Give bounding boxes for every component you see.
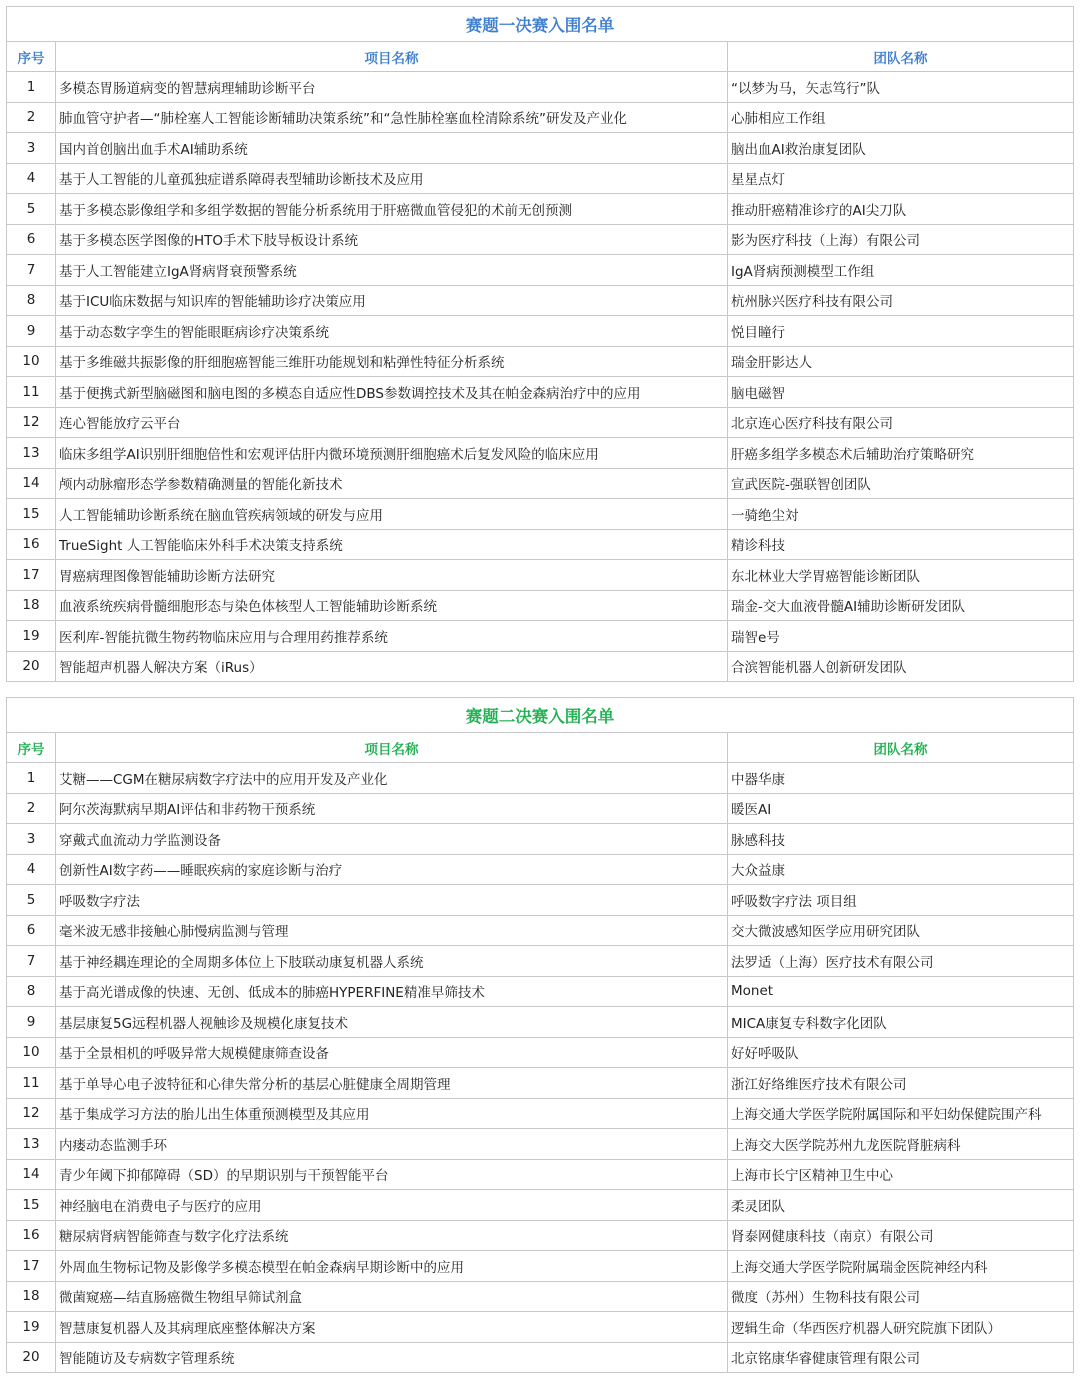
- table-row: [7, 438, 1074, 469]
- team-name: 瑞智e号: [728, 621, 1074, 652]
- team-name: 上海交通大学医学院附属瑞金医院神经内科: [728, 1251, 1074, 1282]
- row-number: 16: [7, 1220, 56, 1251]
- row-number: 11: [7, 377, 56, 408]
- row-number: 3: [7, 133, 56, 164]
- project-name: 基于多维磁共振影像的肝细胞癌智能三维肝功能规划和粘弹性特征分析系统: [56, 346, 728, 377]
- project-name: 阿尔茨海默病早期AI评估和非药物干预系统: [56, 793, 728, 824]
- team-name: 微度（苏州）生物科技有限公司: [728, 1281, 1074, 1312]
- row-number: 6: [7, 915, 56, 946]
- team-name: 北京铭康华睿健康管理有限公司: [728, 1342, 1074, 1373]
- table-row: [7, 1037, 1074, 1068]
- project-name: 内瘘动态监测手环: [56, 1129, 728, 1160]
- row-number: 9: [7, 1007, 56, 1038]
- row-number: 2: [7, 102, 56, 133]
- team-name: 柔灵团队: [728, 1190, 1074, 1221]
- table-row: [7, 163, 1074, 194]
- table-row: [7, 1098, 1074, 1129]
- header-team: 团队名称: [728, 42, 1074, 72]
- header-no: 序号: [7, 733, 56, 763]
- project-name: 基于多模态医学图像的HTO手术下肢导板设计系统: [56, 224, 728, 255]
- row-number: 3: [7, 824, 56, 855]
- table-row: [7, 590, 1074, 621]
- project-name: 颅内动脉瘤形态学参数精确测量的智能化新技术: [56, 468, 728, 499]
- team-name: 北京连心医疗科技有限公司: [728, 407, 1074, 438]
- row-number: 16: [7, 529, 56, 560]
- project-name: 基层康复5G远程机器人视触诊及规模化康复技术: [56, 1007, 728, 1038]
- row-number: 20: [7, 651, 56, 682]
- row-number: 1: [7, 763, 56, 794]
- project-name: 神经脑电在消费电子与医疗的应用: [56, 1190, 728, 1221]
- project-name: 智能随访及专病数字管理系统: [56, 1342, 728, 1373]
- team-name: 合滨智能机器人创新研发团队: [728, 651, 1074, 682]
- table-row: [7, 793, 1074, 824]
- project-name: 微菌窥癌—结直肠癌微生物组早筛试剂盒: [56, 1281, 728, 1312]
- project-name: 基于ICU临床数据与知识库的智能辅助诊疗决策应用: [56, 285, 728, 316]
- row-number: 10: [7, 346, 56, 377]
- row-number: 20: [7, 1342, 56, 1373]
- table-row: [7, 133, 1074, 164]
- project-name: 基于全景相机的呼吸异常大规模健康筛查设备: [56, 1037, 728, 1068]
- table-row: [7, 1251, 1074, 1282]
- project-name: 基于便携式新型脑磁图和脑电图的多模态自适应性DBS参数调控技术及其在帕金森病治疗中的应用: [56, 377, 728, 408]
- row-number: 7: [7, 946, 56, 977]
- team-name: 悦目瞳行: [728, 316, 1074, 347]
- project-name: 肺血管守护者—“肺栓塞人工智能诊断辅助决策系统”和“急性肺栓塞血栓清除系统”研发及产业化: [56, 102, 728, 133]
- row-number: 14: [7, 468, 56, 499]
- row-number: 10: [7, 1037, 56, 1068]
- row-number: 15: [7, 499, 56, 530]
- team-name: 法罗适（上海）医疗技术有限公司: [728, 946, 1074, 977]
- table-title: 赛题一决赛入围名单: [7, 7, 1074, 42]
- row-number: 8: [7, 976, 56, 1007]
- project-name: 国内首创脑出血手术AI辅助系统: [56, 133, 728, 164]
- team-name: 上海交通大学医学院附属国际和平妇幼保健院围产科: [728, 1098, 1074, 1129]
- table-row: [7, 1159, 1074, 1190]
- row-number: 5: [7, 885, 56, 916]
- team-name: 脑出血AI救治康复团队: [728, 133, 1074, 164]
- team-name: 杭州脉兴医疗科技有限公司: [728, 285, 1074, 316]
- row-number: 15: [7, 1190, 56, 1221]
- project-name: 智能超声机器人解决方案（iRus）: [56, 651, 728, 682]
- row-number: 17: [7, 1251, 56, 1282]
- team-name: 肝癌多组学多模态术后辅助治疗策略研究: [728, 438, 1074, 469]
- project-name: 毫米波无感非接触心肺慢病监测与管理: [56, 915, 728, 946]
- row-number: 1: [7, 72, 56, 103]
- table-row: [7, 885, 1074, 916]
- row-number: 12: [7, 1098, 56, 1129]
- team-name: MICA康复专科数字化团队: [728, 1007, 1074, 1038]
- row-number: 12: [7, 407, 56, 438]
- project-name: 基于高光谱成像的快速、无创、低成本的肺癌HYPERFINE精准早筛技术: [56, 976, 728, 1007]
- table-row: [7, 224, 1074, 255]
- team-name: 星星点灯: [728, 163, 1074, 194]
- team-name: 东北林业大学胃癌智能诊断团队: [728, 560, 1074, 591]
- table-row: [7, 1129, 1074, 1160]
- table-row: [7, 621, 1074, 652]
- team-name: 脑电磁智: [728, 377, 1074, 408]
- table-row: [7, 346, 1074, 377]
- row-number: 14: [7, 1159, 56, 1190]
- row-number: 8: [7, 285, 56, 316]
- table-row: [7, 651, 1074, 682]
- table-row: [7, 915, 1074, 946]
- table-row: [7, 529, 1074, 560]
- project-name: 艾糖——CGM在糖尿病数字疗法中的应用开发及产业化: [56, 763, 728, 794]
- row-number: 13: [7, 438, 56, 469]
- row-number: 19: [7, 1312, 56, 1343]
- row-number: 5: [7, 194, 56, 225]
- project-name: 基于人工智能建立IgA肾病肾衰预警系统: [56, 255, 728, 286]
- table-header-row: [7, 42, 1074, 72]
- table-row: [7, 285, 1074, 316]
- table-header-row: [7, 733, 1074, 763]
- finalist-table-topic-2: [6, 697, 1074, 1373]
- table-row: [7, 468, 1074, 499]
- project-name: TrueSight 人工智能临床外科手术决策支持系统: [56, 529, 728, 560]
- row-number: 4: [7, 854, 56, 885]
- table-row: [7, 763, 1074, 794]
- header-project: 项目名称: [56, 42, 728, 72]
- project-name: 呼吸数字疗法: [56, 885, 728, 916]
- row-number: 19: [7, 621, 56, 652]
- team-name: 脉感科技: [728, 824, 1074, 855]
- table-row: [7, 824, 1074, 855]
- team-name: 中器华康: [728, 763, 1074, 794]
- table-row: [7, 1342, 1074, 1373]
- team-name: 上海市长宁区精神卫生中心: [728, 1159, 1074, 1190]
- table-row: [7, 255, 1074, 286]
- row-number: 17: [7, 560, 56, 591]
- row-number: 11: [7, 1068, 56, 1099]
- project-name: 基于神经耦连理论的全周期多体位上下肢联动康复机器人系统: [56, 946, 728, 977]
- team-name: 瑞金-交大血液骨髓AI辅助诊断研发团队: [728, 590, 1074, 621]
- project-name: 外周血生物标记物及影像学多模态模型在帕金森病早期诊断中的应用: [56, 1251, 728, 1282]
- project-name: 临床多组学AI识别肝细胞倍性和宏观评估肝内微环境预测肝细胞癌术后复发风险的临床应用: [56, 438, 728, 469]
- table-row: [7, 377, 1074, 408]
- team-name: 影为医疗科技（上海）有限公司: [728, 224, 1074, 255]
- table-row: [7, 1007, 1074, 1038]
- table-row: [7, 316, 1074, 347]
- table-row: [7, 976, 1074, 1007]
- team-name: Monet: [728, 976, 1074, 1007]
- header-no: 序号: [7, 42, 56, 72]
- table-row: [7, 1220, 1074, 1251]
- project-name: 智慧康复机器人及其病理底座整体解决方案: [56, 1312, 728, 1343]
- finalist-list-topic-1: [6, 6, 1074, 682]
- project-name: 基于集成学习方法的胎儿出生体重预测模型及其应用: [56, 1098, 728, 1129]
- finalist-table-topic-1: [6, 6, 1074, 682]
- table-title-row: [7, 698, 1074, 733]
- table-row: [7, 854, 1074, 885]
- table-title: 赛题二决赛入围名单: [7, 698, 1074, 733]
- team-name: 逻辑生命（华西医疗机器人研究院旗下团队）: [728, 1312, 1074, 1343]
- project-name: 连心智能放疗云平台: [56, 407, 728, 438]
- table-row: [7, 72, 1074, 103]
- table-row: [7, 946, 1074, 977]
- row-number: 13: [7, 1129, 56, 1160]
- team-name: 暖医AI: [728, 793, 1074, 824]
- project-name: 基于动态数字孪生的智能眼眶病诊疗决策系统: [56, 316, 728, 347]
- table-row: [7, 1281, 1074, 1312]
- table-row: [7, 102, 1074, 133]
- team-name: 浙江好络维医疗技术有限公司: [728, 1068, 1074, 1099]
- table-row: [7, 499, 1074, 530]
- project-name: 基于人工智能的儿童孤独症谱系障碍表型辅助诊断技术及应用: [56, 163, 728, 194]
- project-name: 穿戴式血流动力学监测设备: [56, 824, 728, 855]
- row-number: 4: [7, 163, 56, 194]
- team-name: 心肺相应工作组: [728, 102, 1074, 133]
- team-name: “以梦为马，矢志笃行”队: [728, 72, 1074, 103]
- project-name: 医利库-智能抗微生物药物临床应用与合理用药推荐系统: [56, 621, 728, 652]
- project-name: 青少年阈下抑郁障碍（SD）的早期识别与干预智能平台: [56, 1159, 728, 1190]
- team-name: 上海交大医学院苏州九龙医院肾脏病科: [728, 1129, 1074, 1160]
- team-name: 交大微波感知医学应用研究团队: [728, 915, 1074, 946]
- table-row: [7, 1190, 1074, 1221]
- header-project: 项目名称: [56, 733, 728, 763]
- row-number: 7: [7, 255, 56, 286]
- team-name: IgA肾病预测模型工作组: [728, 255, 1074, 286]
- team-name: 大众益康: [728, 854, 1074, 885]
- team-name: 瑞金肝影达人: [728, 346, 1074, 377]
- project-name: 基于多模态影像组学和多组学数据的智能分析系统用于肝癌微血管侵犯的术前无创预测: [56, 194, 728, 225]
- team-name: 推动肝癌精准诊疗的AI尖刀队: [728, 194, 1074, 225]
- project-name: 血液系统疾病骨髓细胞形态与染色体核型人工智能辅助诊断系统: [56, 590, 728, 621]
- project-name: 基于单导心电子波特征和心律失常分析的基层心脏健康全周期管理: [56, 1068, 728, 1099]
- row-number: 18: [7, 590, 56, 621]
- project-name: 人工智能辅助诊断系统在脑血管疾病领域的研发与应用: [56, 499, 728, 530]
- team-name: 一骑绝尘対: [728, 499, 1074, 530]
- team-name: 宣武医院-强联智创团队: [728, 468, 1074, 499]
- row-number: 6: [7, 224, 56, 255]
- table-row: [7, 194, 1074, 225]
- project-name: 胃癌病理图像智能辅助诊断方法研究: [56, 560, 728, 591]
- team-name: 呼吸数字疗法 项目组: [728, 885, 1074, 916]
- row-number: 9: [7, 316, 56, 347]
- team-name: 精诊科技: [728, 529, 1074, 560]
- finalist-list-topic-2: [6, 697, 1074, 1373]
- header-team: 团队名称: [728, 733, 1074, 763]
- table-title-row: [7, 7, 1074, 42]
- table-row: [7, 560, 1074, 591]
- project-name: 创新性AI数字药——睡眠疾病的家庭诊断与治疗: [56, 854, 728, 885]
- project-name: 多模态胃肠道病变的智慧病理辅助诊断平台: [56, 72, 728, 103]
- row-number: 18: [7, 1281, 56, 1312]
- project-name: 糖尿病肾病智能筛查与数字化疗法系统: [56, 1220, 728, 1251]
- row-number: 2: [7, 793, 56, 824]
- team-name: 好好呼吸队: [728, 1037, 1074, 1068]
- team-name: 肾泰网健康科技（南京）有限公司: [728, 1220, 1074, 1251]
- table-row: [7, 407, 1074, 438]
- table-row: [7, 1312, 1074, 1343]
- table-row: [7, 1068, 1074, 1099]
